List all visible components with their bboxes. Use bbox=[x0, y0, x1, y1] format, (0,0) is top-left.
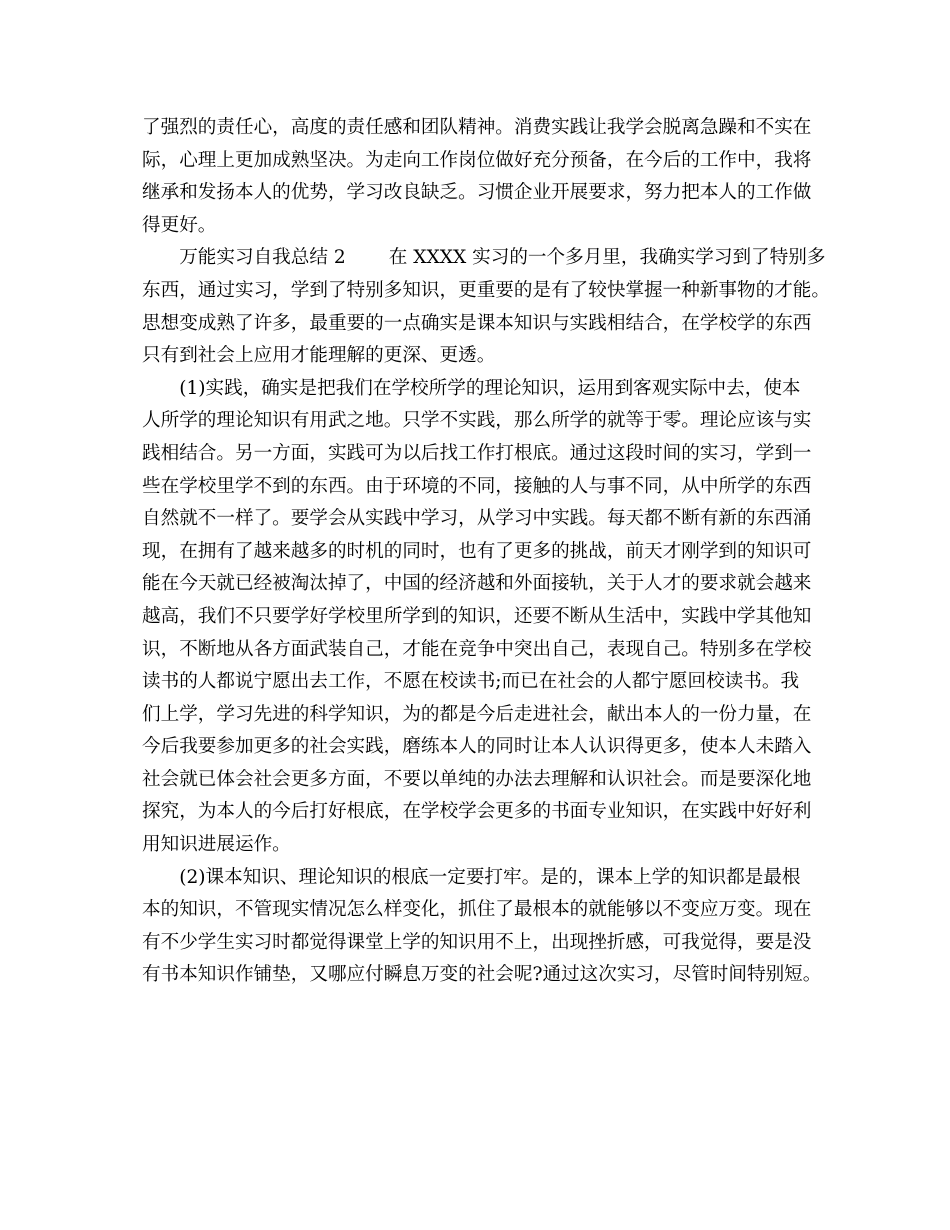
text-line: 识，不断地从各方面武装自己，才能在竞争中突出自己，表现自己。特别多在学校 bbox=[142, 638, 812, 660]
text-line: (1)实践，确实是把我们在学校所学的理论知识，运用到客观实际中去，使本 bbox=[142, 377, 801, 399]
text-line: 继承和发扬本人的优势，学习改良缺乏。习惯企业开展要求，努力把本人的工作做 bbox=[142, 182, 812, 204]
document-body bbox=[142, 112, 832, 992]
text-line: 现，在拥有了越来越多的时机的同时，也有了更多的挑战，前天才刚学到的知识可 bbox=[142, 540, 812, 562]
text-line: (2)课本知识、理论知识的根底一定要打牢。是的，课本上学的知识都是最根 bbox=[142, 866, 801, 888]
text-line: 用知识进展运作。 bbox=[142, 834, 291, 856]
text-line: 社会就已体会社会更多方面，不要以单纯的办法去理解和认识社会。而是要深化地 bbox=[142, 768, 812, 790]
text-line: 今后我要参加更多的社会实践，磨练本人的同时让本人认识得更多，使本人未踏入 bbox=[142, 736, 812, 758]
text-line: 有书本知识作铺垫，又哪应付瞬息万变的社会呢?通过这次实习，尽管时间特别短。 bbox=[142, 964, 822, 986]
text-line: 思想变成熟了许多，最重要的一点确实是课本知识与实践相结合，在学校学的东西 bbox=[142, 312, 812, 334]
text-line: 践相结合。另一方面，实践可为以后找工作打根底。通过这段时间的实习，学到一 bbox=[142, 442, 812, 464]
text-line: 能在今天就已经被淘汰掉了，中国的经济越和外面接轨，关于人才的要求就会越来 bbox=[142, 573, 812, 595]
text-line: 些在学校里学不到的东西。由于环境的不同，接触的人与事不同，从中所学的东西 bbox=[142, 475, 812, 497]
text-line: 只有到社会上应用才能理解的更深、更透。 bbox=[142, 345, 496, 367]
text-line: 人所学的理论知识有用武之地。只学不实践，那么所学的就等于零。理论应该与实 bbox=[142, 410, 812, 432]
text-line: 越高，我们不只要学好学校里所学到的知识，还要不断从生活中，实践中学其他知 bbox=[142, 605, 812, 627]
text-line: 自然就不一样了。要学会从实践中学习，从学习中实践。每天都不断有新的东西涌 bbox=[142, 508, 812, 530]
text-line: 们上学，学习先进的科学知识，为的都是今后走进社会，献出本人的一份力量，在 bbox=[142, 703, 812, 725]
text-line: 本的知识，不管现实情况怎么样变化，抓住了最根本的就能够以不变应万变。现在 bbox=[142, 899, 812, 921]
text-line: 万能实习自我总结 2 在 XXXX 实习的一个多月里，我确实学习到了特别多 bbox=[142, 247, 826, 269]
text-line: 东西，通过实习，学到了特别多知识，更重要的是有了较快掌握一种新事物的才能。 bbox=[142, 279, 830, 301]
text-line: 有不少学生实习时都觉得课堂上学的知识用不上，出现挫折感，可我觉得，要是没 bbox=[142, 931, 812, 953]
text-line: 读书的人都说宁愿出去工作，不愿在校读书;而已在社会的人都宁愿回校读书。我 bbox=[142, 671, 800, 693]
text-line: 了强烈的责任心，高度的责任感和团队精神。消费实践让我学会脱离急躁和不实在 bbox=[142, 117, 812, 138]
text-line: 得更好。 bbox=[142, 214, 217, 236]
text-line: 际，心理上更加成熟坚决。为走向工作岗位做好充分预备，在今后的工作中，我将 bbox=[142, 149, 812, 171]
text-line: 探究，为本人的今后打好根底，在学校学会更多的书面专业知识，在实践中好好利 bbox=[142, 801, 812, 823]
